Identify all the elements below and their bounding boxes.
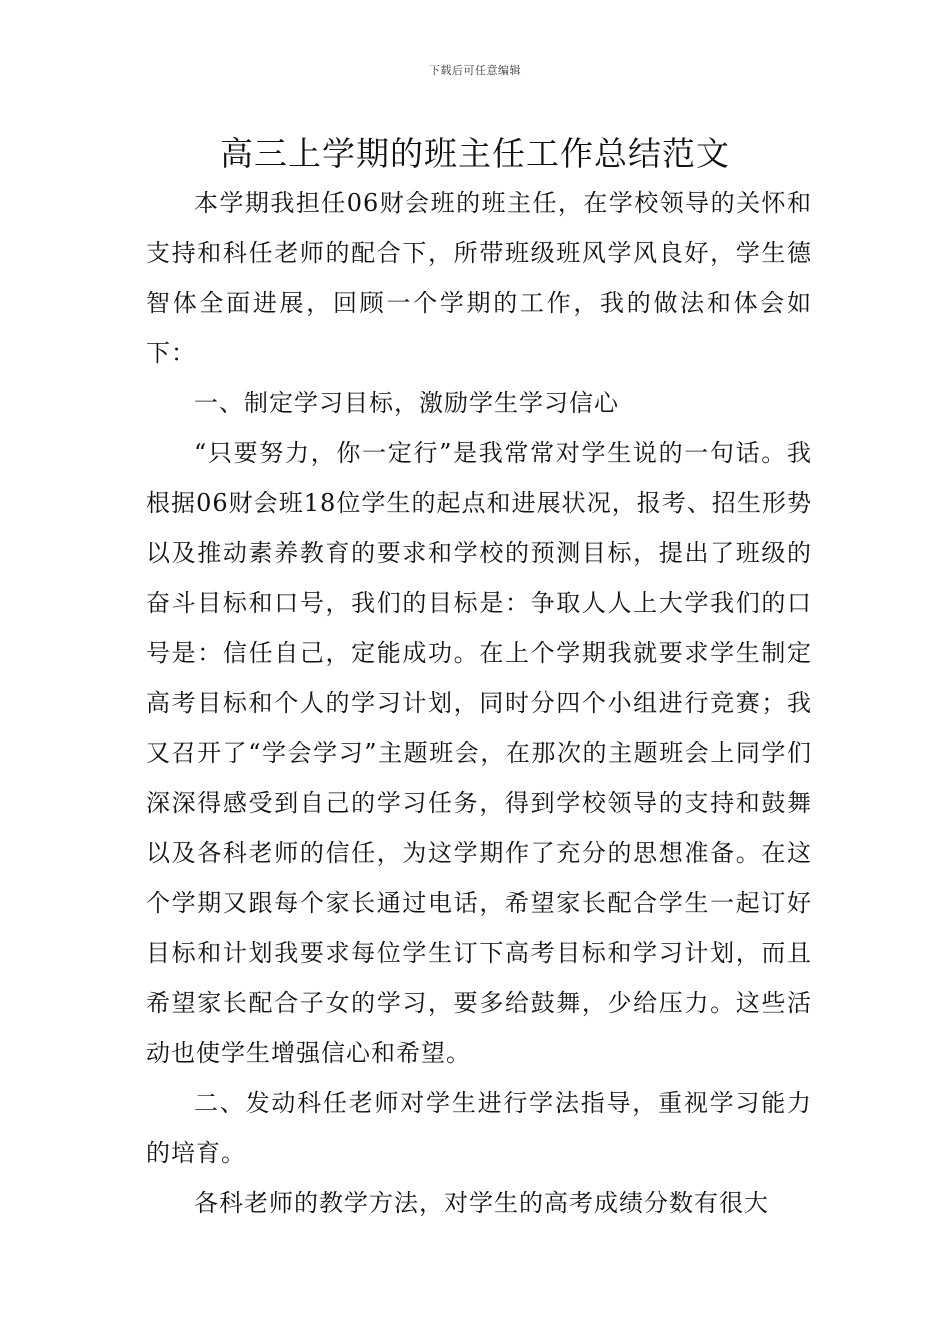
document-title: 高三上学期的班主任工作总结范文 <box>220 134 730 173</box>
paragraph-intro: 本学期我担任06财会班的班主任，在学校领导的关怀和支持和科任老师的配合下，所带班级班风学风良好，学生德智体全面进展，回顾一个学期的工作，我的做法和体会如下： <box>146 189 812 367</box>
paragraph-section-2: 各科老师的教学方法，对学生的高考成绩分数有很大 <box>194 1189 769 1217</box>
document-body <box>146 178 812 1228</box>
section-heading-1: 一、制定学习目标，激励学生学习信心 <box>194 389 619 417</box>
section-heading-2: 二、发动科任老师对学生进行学法指导，重视学习能力的培育。 <box>146 1089 812 1167</box>
header-note: 下载后可任意编辑 <box>429 64 521 77</box>
paragraph-section-1: “只要努力，你一定行”是我常常对学生说的一句话。我根据06财会班18位学生的起点和进展状况，报考、招生形势以及推动素养教育的要求和学校的预测目标，提出了班级的奋斗目标和口号，我们的目标是：争取人人上大学我们的口号是：信任自己，定能成功。在上个学期我就要求学生制定高考目标和个人的学习计划，同时分四个小组进行竞赛；我又召开了“学会学习”主题班会，在那次的主题班会上同学们深深得感受到自己的学习任务，得到学校领导的支持和鼓舞以及各科老师的信任，为这学期作了充分的思想准备。在这个学期又跟每个家长通过电话，希望家长配合学生一起订好目标和计划我要求每位学生订下高考目标和学习计划，而且希望家长配合子女的学习，要多给鼓舞，少给压力。这些活动也使学生增强信心和希望。 <box>146 439 812 1067</box>
